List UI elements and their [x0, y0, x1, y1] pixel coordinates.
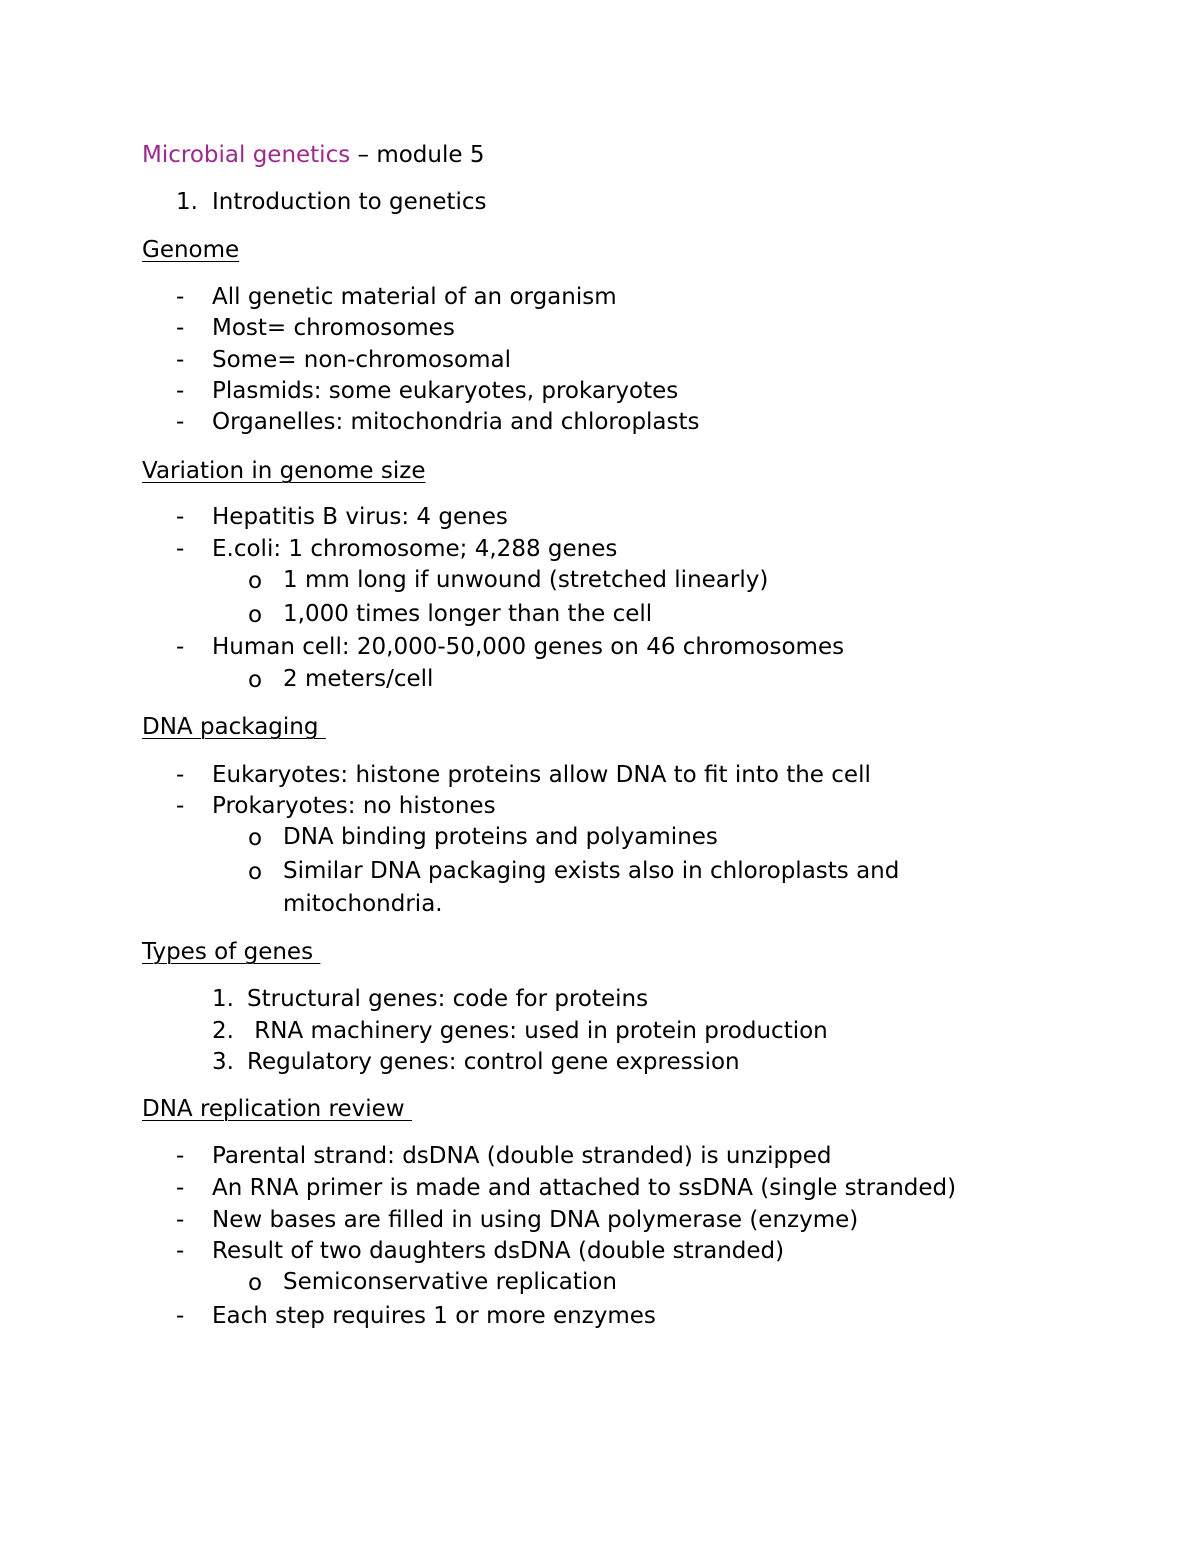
replication-item: Parental strand: dsDNA (double stranded) is unzipped: [212, 1143, 832, 1169]
replication-item: Result of two daughters dsDNA (double stranded): [212, 1238, 785, 1264]
genome-dash-0: -: [176, 284, 185, 310]
genome-item: Most= chromosomes: [212, 315, 455, 341]
genome-dash-4: -: [176, 409, 185, 435]
packaging-subitem: Similar DNA packaging exists also in chloroplasts and: [283, 858, 900, 884]
packaging-subitem-continued: mitochondria.: [283, 891, 443, 917]
replication-item: Each step requires 1 or more enzymes: [212, 1303, 656, 1329]
intro-number: 1.: [176, 189, 198, 215]
replication-dash-3: -: [176, 1238, 185, 1264]
types-number: 1.: [212, 986, 234, 1012]
types-number: 3.: [212, 1049, 234, 1075]
document-title: [142, 141, 484, 169]
variation-dash-4: -: [176, 634, 185, 660]
variation-bullet-2: o: [248, 568, 263, 594]
replication-dash-5: -: [176, 1303, 185, 1329]
packaging-item: Eukaryotes: histone proteins allow DNA to fit into the cell: [212, 762, 871, 788]
packaging-dash-0: -: [176, 762, 185, 788]
types-number: 2.: [212, 1018, 234, 1044]
variation-bullet-3: o: [248, 602, 263, 628]
variation-dash-1: -: [176, 536, 185, 562]
types-item: RNA machinery genes: used in protein production: [247, 1018, 828, 1044]
packaging-subitem: DNA binding proteins and polyamines: [283, 824, 718, 850]
replication-heading: DNA replication review: [142, 1096, 412, 1122]
types-item: Structural genes: code for proteins: [247, 986, 649, 1012]
packaging-bullet-2: o: [248, 825, 263, 851]
variation-subitem: 1,000 times longer than the cell: [283, 601, 653, 627]
variation-subitem: 2 meters/cell: [283, 666, 434, 692]
variation-item: Human cell: 20,000-50,000 genes on 46 chromosomes: [212, 634, 845, 660]
variation-item: Hepatitis B virus: 4 genes: [212, 504, 508, 530]
packaging-bullet-3: o: [248, 859, 263, 885]
title-rest: – module 5: [350, 142, 485, 168]
intro-heading: Introduction to genetics: [212, 189, 487, 215]
variation-dash-0: -: [176, 504, 185, 530]
replication-dash-0: -: [176, 1143, 185, 1169]
types-item: Regulatory genes: control gene expression: [247, 1049, 740, 1075]
genome-item: Plasmids: some eukaryotes, prokaryotes: [212, 378, 679, 404]
replication-item: An RNA primer is made and attached to ssDNA (single stranded): [212, 1175, 957, 1201]
genome-item: Some= non-chromosomal: [212, 347, 511, 373]
title-highlight: Microbial genetics: [142, 142, 351, 168]
genome-dash-3: -: [176, 378, 185, 404]
replication-bullet-4: o: [248, 1270, 263, 1296]
packaging-dash-1: -: [176, 793, 185, 819]
genome-dash-1: -: [176, 315, 185, 341]
variation-subitem: 1 mm long if unwound (stretched linearly): [283, 567, 769, 593]
genome-item: Organelles: mitochondria and chloroplasts: [212, 409, 700, 435]
packaging-heading: DNA packaging: [142, 714, 326, 740]
packaging-item: Prokaryotes: no histones: [212, 793, 496, 819]
variation-heading: Variation in genome size: [142, 458, 426, 484]
types-heading: Types of genes: [142, 939, 321, 965]
genome-dash-2: -: [176, 347, 185, 373]
genome-item: All genetic material of an organism: [212, 284, 617, 310]
replication-dash-1: -: [176, 1175, 185, 1201]
variation-bullet-5: o: [248, 667, 263, 693]
genome-heading: Genome: [142, 237, 240, 263]
replication-dash-2: -: [176, 1207, 185, 1233]
replication-item: New bases are filled in using DNA polymerase (enzyme): [212, 1207, 859, 1233]
replication-subitem: Semiconservative replication: [283, 1269, 617, 1295]
variation-item: E.coli: 1 chromosome; 4,288 genes: [212, 536, 618, 562]
